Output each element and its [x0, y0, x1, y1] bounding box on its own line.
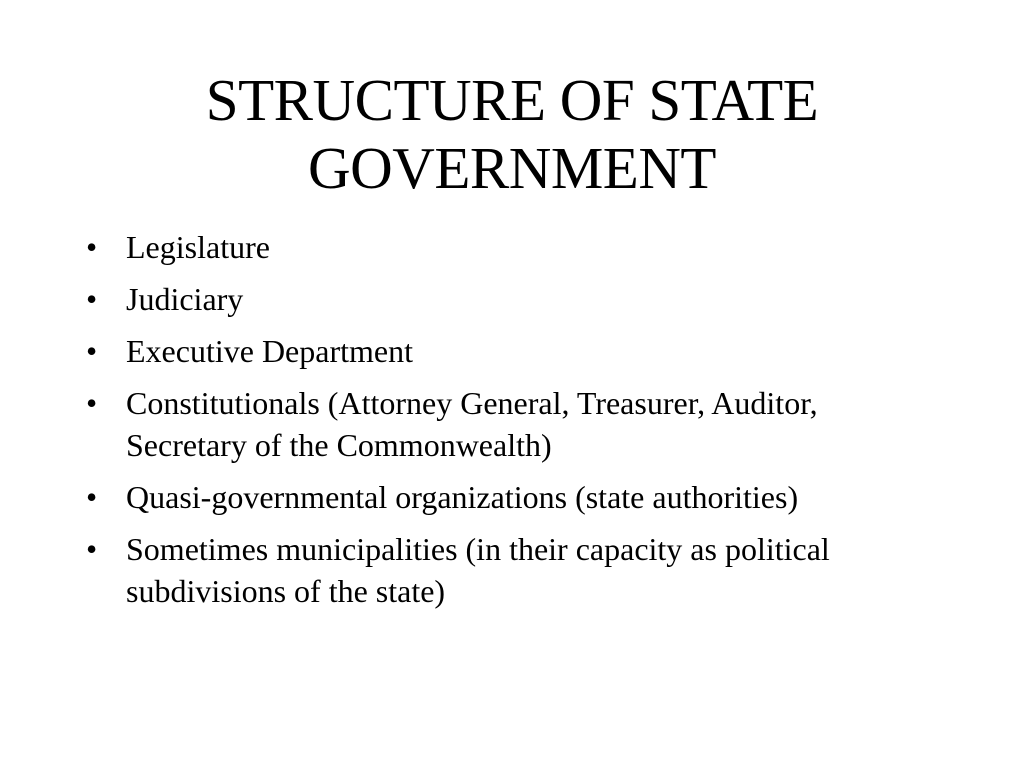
bullet-icon: • [86, 479, 98, 515]
bullet-text: Legislature [126, 229, 270, 265]
bullet-icon: • [86, 385, 98, 421]
title-line-2: GOVERNMENT [308, 135, 716, 201]
bullet-item-constitutionals [86, 382, 916, 466]
bullet-text: Executive Department [126, 333, 413, 369]
bullet-text: Sometimes municipalities (in their capacity as political subdivisions of the state) [126, 531, 830, 609]
bullet-item-executive-department [86, 330, 916, 372]
bullet-icon: • [86, 333, 98, 369]
slide-title [100, 66, 924, 202]
bullet-item-legislature [86, 226, 916, 268]
bullet-icon: • [86, 229, 98, 265]
bullet-item-judiciary [86, 278, 916, 320]
bullet-list [86, 226, 916, 622]
bullet-text: Constitutionals (Attorney General, Treasurer, Auditor, Secretary of the Commonwealth) [126, 385, 818, 463]
bullet-item-quasi-governmental [86, 476, 916, 518]
bullet-item-municipalities [86, 528, 916, 612]
bullet-text: Judiciary [126, 281, 244, 317]
bullet-icon: • [86, 281, 98, 317]
bullet-icon: • [86, 531, 98, 567]
title-line-1: STRUCTURE OF STATE [205, 67, 819, 133]
bullet-text: Quasi-governmental organizations (state authorities) [126, 479, 799, 515]
